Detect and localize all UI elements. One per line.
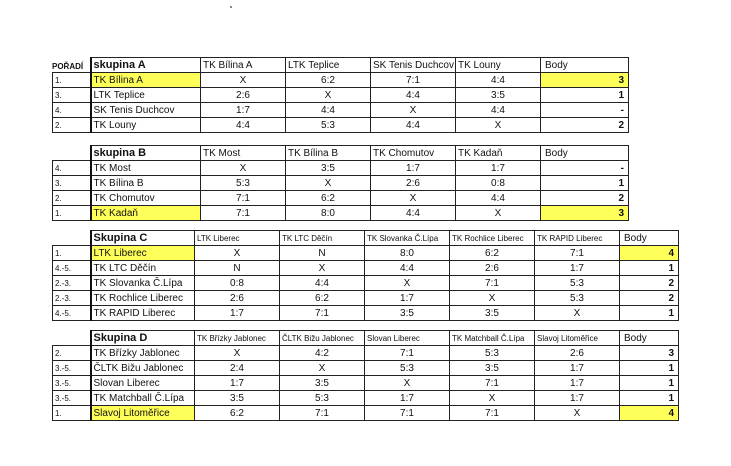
result-cell: 2:6 (201, 88, 286, 103)
rank-cell: 3.-5. (53, 376, 91, 391)
points-cell: 2 (620, 291, 679, 306)
points-cell: 3 (541, 73, 629, 88)
team-name-cell: TK Louny (91, 118, 201, 133)
team-name-cell: Slovan Liberec (91, 376, 195, 391)
opponent-header: TK Břízky Jablonec (195, 331, 280, 346)
opponent-header: SK Tenis Duchcov (371, 58, 456, 73)
result-cell: X (195, 246, 280, 261)
points-cell: 4 (620, 246, 679, 261)
rank-cell: 1. (53, 246, 91, 261)
result-cell: 5:3 (280, 391, 365, 406)
result-cell: 1:7 (371, 161, 456, 176)
rank-cell: 2.-3. (53, 291, 91, 306)
result-cell: X (280, 361, 365, 376)
opponent-header: ČLTK Bižu Jablonec (280, 331, 365, 346)
result-cell: 5:3 (201, 176, 286, 191)
result-cell: X (371, 103, 456, 118)
points-cell: 1 (620, 391, 679, 406)
team-name-cell: TK Rochlice Liberec (91, 291, 195, 306)
result-cell: 5:3 (535, 276, 620, 291)
result-cell: 1:7 (365, 291, 450, 306)
points-cell: 2 (620, 276, 679, 291)
result-cell: 6:2 (280, 291, 365, 306)
result-cell: 6:2 (450, 246, 535, 261)
table-row (53, 118, 629, 133)
table-row (53, 376, 679, 391)
result-cell: 3:5 (365, 306, 450, 321)
result-cell: 4:4 (371, 206, 456, 221)
result-cell: 1:7 (201, 103, 286, 118)
table-row (53, 346, 679, 361)
opponent-header: TK RAPID Liberec (535, 231, 620, 246)
opponent-header: TK Kadaň (456, 146, 541, 161)
rank-cell: 2. (53, 346, 91, 361)
team-name-cell: TK LTC Děčín (91, 261, 195, 276)
group-title: skupina B (91, 146, 201, 161)
team-name-cell: TK Bílina A (91, 73, 201, 88)
result-cell: 4:4 (371, 88, 456, 103)
group-c-table (52, 230, 679, 321)
result-cell: 5:3 (286, 118, 371, 133)
points-cell: 1 (620, 376, 679, 391)
result-cell: X (456, 206, 541, 221)
opponent-header: TK Most (201, 146, 286, 161)
result-cell: 6:2 (286, 73, 371, 88)
result-cell: X (535, 306, 620, 321)
opponent-header: TK Bílina B (286, 146, 371, 161)
points-cell: 4 (620, 406, 679, 421)
group-title: Skupina D (91, 331, 195, 346)
header-row (53, 231, 679, 246)
opponent-header: TK Bílina A (201, 58, 286, 73)
result-cell: 7:1 (365, 406, 450, 421)
result-cell: X (286, 176, 371, 191)
result-cell: 8:0 (365, 246, 450, 261)
group-title: Skupina C (91, 231, 195, 246)
result-cell: 1:7 (365, 391, 450, 406)
result-cell: 7:1 (450, 406, 535, 421)
table-row (53, 206, 629, 221)
result-cell: 4:4 (456, 73, 541, 88)
result-cell: 5:3 (450, 346, 535, 361)
rank-cell: 3.-5. (53, 361, 91, 376)
points-cell: 3 (620, 346, 679, 361)
result-cell: 3:5 (456, 88, 541, 103)
points-cell: 1 (620, 306, 679, 321)
result-cell: 7:1 (450, 376, 535, 391)
table-row (53, 361, 679, 376)
opponent-header: LTK Liberec (195, 231, 280, 246)
result-cell: 8:0 (286, 206, 371, 221)
result-cell: 3:5 (450, 361, 535, 376)
result-cell: 2:6 (371, 176, 456, 191)
rank-header-blank (53, 146, 91, 161)
standings-table (52, 145, 629, 221)
result-cell: 3:5 (286, 161, 371, 176)
result-cell: 0:8 (195, 276, 280, 291)
result-cell: X (371, 191, 456, 206)
points-cell: 2 (541, 191, 629, 206)
opponent-header: TK Matchball Č.Lípa (450, 331, 535, 346)
result-cell: 1:7 (535, 376, 620, 391)
rank-cell: 2. (53, 191, 91, 206)
result-cell: X (195, 346, 280, 361)
result-cell: X (201, 161, 286, 176)
result-cell: 2:6 (450, 261, 535, 276)
opponent-header: TK Slovanka Č.Lípa (365, 231, 450, 246)
points-cell: 2 (541, 118, 629, 133)
team-name-cell: TK Matchball Č.Lípa (91, 391, 195, 406)
rank-cell: 4. (53, 161, 91, 176)
points-cell: 1 (620, 261, 679, 276)
rank-header-blank (53, 231, 91, 246)
table-row (53, 246, 679, 261)
rank-cell: 3.-5. (53, 391, 91, 406)
team-name-cell: TK Břízky Jablonec (91, 346, 195, 361)
team-name-cell: TK Chomutov (91, 191, 201, 206)
result-cell: 7:1 (371, 73, 456, 88)
table-row (53, 406, 679, 421)
rank-cell: 1. (53, 206, 91, 221)
result-cell: 4:4 (201, 118, 286, 133)
team-name-cell: LTK Liberec (91, 246, 195, 261)
result-cell: X (286, 88, 371, 103)
body-header: Body (541, 58, 629, 73)
result-cell: X (456, 118, 541, 133)
table-row (53, 276, 679, 291)
standings-table (52, 230, 679, 321)
team-name-cell: TK Slovanka Č.Lípa (91, 276, 195, 291)
result-cell: 1:7 (195, 306, 280, 321)
header-row (53, 58, 629, 73)
group-title: skupina A (91, 58, 201, 73)
team-name-cell: ČLTK Bižu Jablonec (91, 361, 195, 376)
rank-cell: 2. (53, 118, 91, 133)
table-row (53, 73, 629, 88)
rank-header-blank (53, 58, 91, 73)
result-cell: N (195, 261, 280, 276)
team-name-cell: TK Kadaň (91, 206, 201, 221)
result-cell: 4:4 (365, 261, 450, 276)
result-cell: 4:4 (456, 191, 541, 206)
header-row (53, 146, 629, 161)
rank-cell: 4.-5. (53, 261, 91, 276)
result-cell: N (280, 246, 365, 261)
result-cell: 2:6 (195, 291, 280, 306)
table-row (53, 306, 679, 321)
rank-cell: 4. (53, 103, 91, 118)
result-cell: 0:8 (456, 176, 541, 191)
result-cell: 1:7 (535, 261, 620, 276)
result-cell: 2:6 (535, 346, 620, 361)
result-cell: X (201, 73, 286, 88)
rank-cell: 4.-5. (53, 306, 91, 321)
rank-cell: 1. (53, 73, 91, 88)
group-a-table (52, 57, 629, 133)
body-header: Body (541, 146, 629, 161)
result-cell: 1:7 (456, 161, 541, 176)
table-row (53, 191, 629, 206)
result-cell: 7:1 (280, 406, 365, 421)
points-cell: 1 (541, 176, 629, 191)
team-name-cell: TK Most (91, 161, 201, 176)
team-name-cell: TK Bílina B (91, 176, 201, 191)
table-row (53, 391, 679, 406)
result-cell: 6:2 (195, 406, 280, 421)
rank-cell: 2.-3. (53, 276, 91, 291)
opponent-header: TK LTC Děčín (280, 231, 365, 246)
group-b-table (52, 145, 629, 221)
points-cell: 1 (620, 361, 679, 376)
team-name-cell: Slavoj Litoměřice (91, 406, 195, 421)
points-cell: 1 (541, 88, 629, 103)
result-cell: X (365, 376, 450, 391)
table-row (53, 88, 629, 103)
result-cell: X (365, 276, 450, 291)
result-cell: 7:1 (280, 306, 365, 321)
result-cell: 3:5 (195, 391, 280, 406)
result-cell: 2:4 (195, 361, 280, 376)
result-cell: 4:4 (371, 118, 456, 133)
rank-header-blank (53, 331, 91, 346)
rank-cell: 3. (53, 88, 91, 103)
result-cell: 5:3 (535, 291, 620, 306)
standings-table (52, 330, 679, 421)
result-cell: 5:3 (365, 361, 450, 376)
header-row (53, 331, 679, 346)
result-cell: 7:1 (535, 246, 620, 261)
result-cell: 1:7 (535, 361, 620, 376)
opponent-header: LTK Teplice (286, 58, 371, 73)
table-row (53, 103, 629, 118)
table-row (53, 176, 629, 191)
group-d-table (52, 330, 679, 421)
team-name-cell: TK RAPID Liberec (91, 306, 195, 321)
team-name-cell: LTK Teplice (91, 88, 201, 103)
table-row (53, 161, 629, 176)
result-cell: 7:1 (201, 191, 286, 206)
opponent-header: TK Louny (456, 58, 541, 73)
result-cell: 1:7 (195, 376, 280, 391)
result-cell: X (450, 291, 535, 306)
result-cell: 4:2 (280, 346, 365, 361)
team-name-cell: SK Tenis Duchcov (91, 103, 201, 118)
body-header: Body (620, 331, 679, 346)
result-cell: 7:1 (450, 276, 535, 291)
rank-cell: 3. (53, 176, 91, 191)
opponent-header: Slovan Liberec (365, 331, 450, 346)
points-cell: - (541, 161, 629, 176)
poradi-label: POŘADÍ (52, 62, 84, 71)
opponent-header: TK Rochlice Liberec (450, 231, 535, 246)
result-cell: 4:4 (456, 103, 541, 118)
body-header: Body (620, 231, 679, 246)
result-cell: 7:1 (365, 346, 450, 361)
result-cell: X (450, 391, 535, 406)
result-cell: 6:2 (286, 191, 371, 206)
table-row (53, 261, 679, 276)
rank-cell: 1. (53, 406, 91, 421)
result-cell: 4:4 (280, 276, 365, 291)
scan-speck (230, 6, 232, 8)
result-cell: X (535, 406, 620, 421)
opponent-header: TK Chomutov (371, 146, 456, 161)
opponent-header: Slavoj Litoměřice (535, 331, 620, 346)
points-cell: - (541, 103, 629, 118)
result-cell: 3:5 (280, 376, 365, 391)
result-cell: 7:1 (201, 206, 286, 221)
result-cell: 1:7 (535, 391, 620, 406)
result-cell: 4:4 (286, 103, 371, 118)
points-cell: 3 (541, 206, 629, 221)
table-row (53, 291, 679, 306)
result-cell: 3:5 (450, 306, 535, 321)
result-cell: X (280, 261, 365, 276)
standings-table (52, 57, 629, 133)
